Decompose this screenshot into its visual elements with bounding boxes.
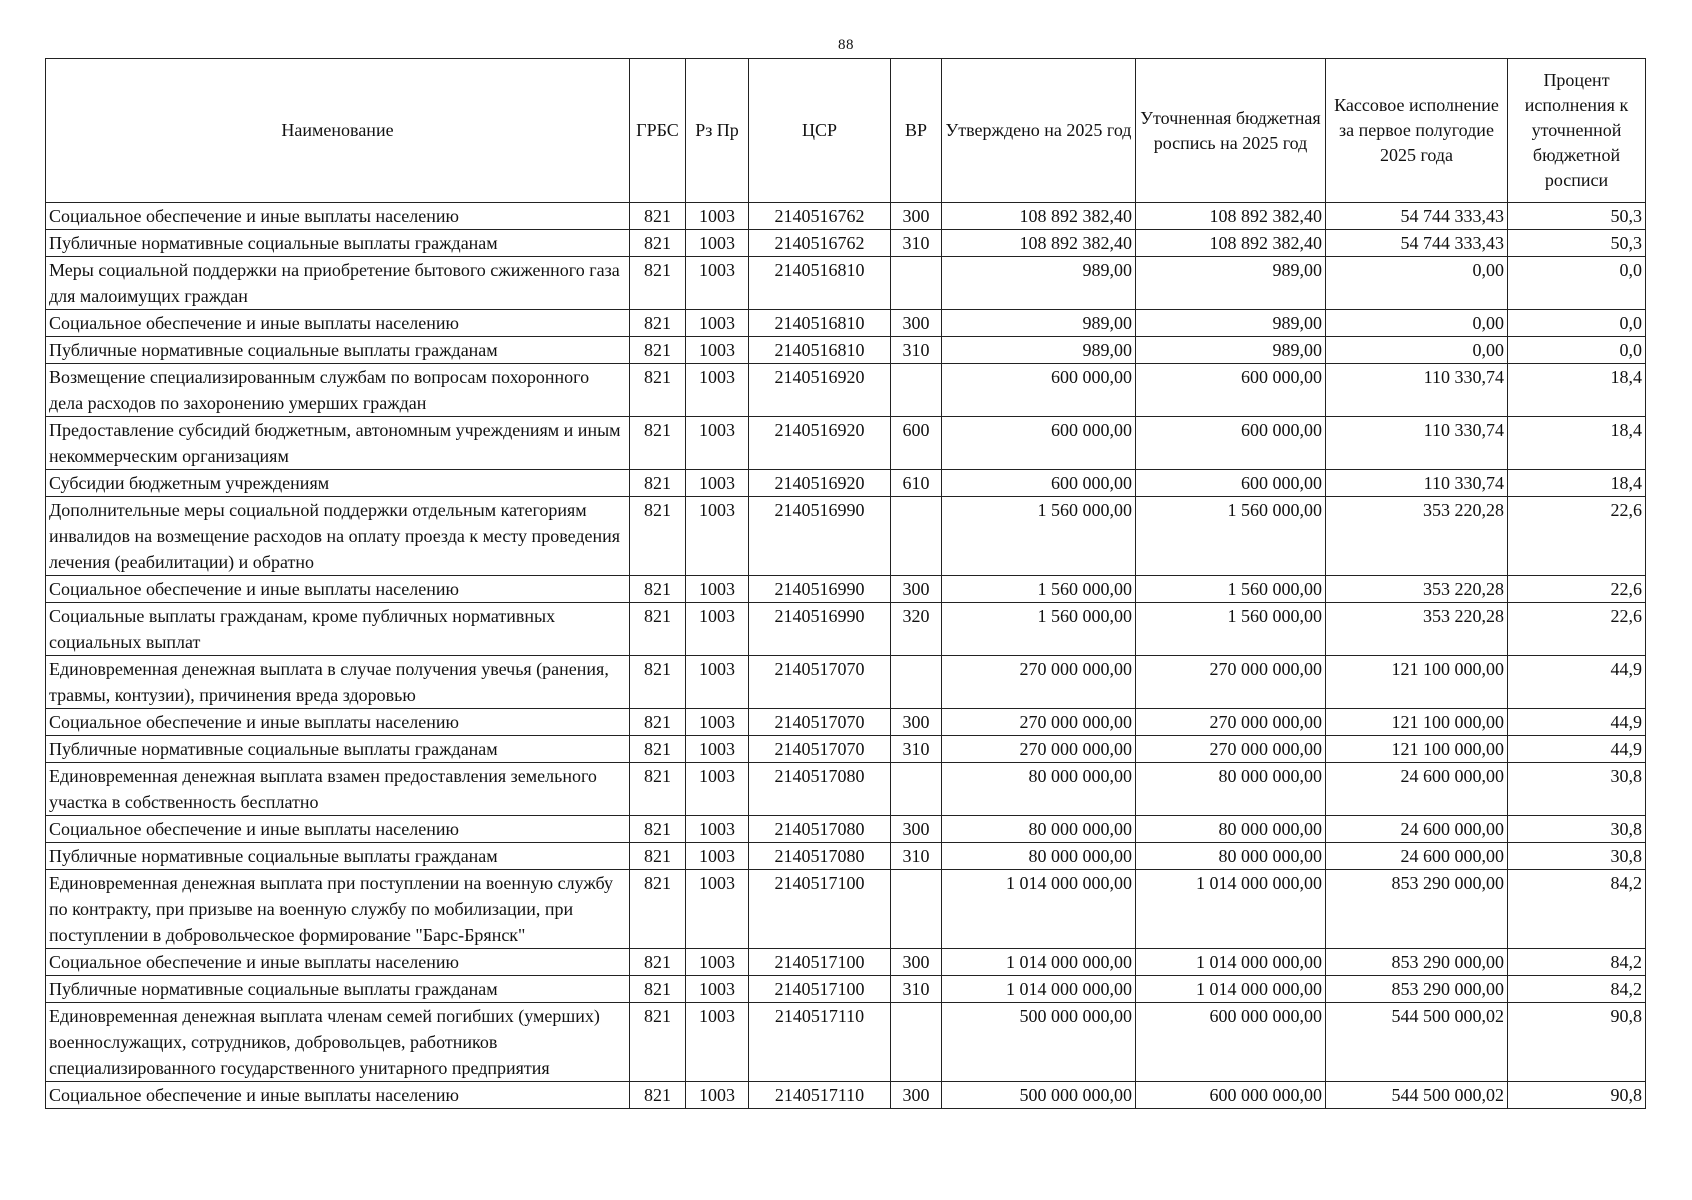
cell-grbs: 821 [630, 816, 686, 843]
cell-refined: 270 000 000,00 [1136, 656, 1326, 709]
cell-name: Социальное обеспечение и иные выплаты населению [46, 816, 630, 843]
cell-name: Меры социальной поддержки на приобретение бытового сжиженного газа для малоимущих граждан [46, 257, 630, 310]
cell-approved: 108 892 382,40 [942, 230, 1136, 257]
cell-approved: 1 560 000,00 [942, 497, 1136, 576]
table-row [46, 870, 1646, 949]
cell-csr: 2140517080 [749, 763, 891, 816]
cell-percent: 22,6 [1508, 497, 1646, 576]
cell-csr: 2140516810 [749, 310, 891, 337]
cell-grbs: 821 [630, 230, 686, 257]
cell-percent: 0,0 [1508, 310, 1646, 337]
cell-rzpr: 1003 [686, 976, 749, 1003]
cell-percent: 18,4 [1508, 364, 1646, 417]
cell-executed: 121 100 000,00 [1326, 736, 1508, 763]
cell-executed: 353 220,28 [1326, 603, 1508, 656]
cell-refined: 1 014 000 000,00 [1136, 976, 1326, 1003]
cell-csr: 2140517110 [749, 1003, 891, 1082]
cell-executed: 110 330,74 [1326, 364, 1508, 417]
cell-refined: 80 000 000,00 [1136, 816, 1326, 843]
cell-vr [891, 763, 942, 816]
cell-vr [891, 656, 942, 709]
cell-executed: 110 330,74 [1326, 470, 1508, 497]
cell-grbs: 821 [630, 656, 686, 709]
cell-refined: 270 000 000,00 [1136, 709, 1326, 736]
cell-executed: 110 330,74 [1326, 417, 1508, 470]
table-row [46, 656, 1646, 709]
cell-percent: 44,9 [1508, 656, 1646, 709]
cell-grbs: 821 [630, 763, 686, 816]
page-number: 88 [838, 37, 854, 53]
cell-vr: 300 [891, 203, 942, 230]
table-row [46, 949, 1646, 976]
cell-refined: 989,00 [1136, 310, 1326, 337]
cell-name: Социальное обеспечение и иные выплаты населению [46, 310, 630, 337]
cell-executed: 853 290 000,00 [1326, 870, 1508, 949]
cell-grbs: 821 [630, 1003, 686, 1082]
cell-rzpr: 1003 [686, 949, 749, 976]
cell-percent: 22,6 [1508, 603, 1646, 656]
cell-approved: 989,00 [942, 257, 1136, 310]
cell-approved: 1 014 000 000,00 [942, 949, 1136, 976]
cell-refined: 1 560 000,00 [1136, 497, 1326, 576]
cell-rzpr: 1003 [686, 1003, 749, 1082]
cell-name: Социальное обеспечение и иные выплаты населению [46, 203, 630, 230]
cell-vr [891, 1003, 942, 1082]
cell-refined: 108 892 382,40 [1136, 203, 1326, 230]
table-row [46, 310, 1646, 337]
cell-percent: 0,0 [1508, 257, 1646, 310]
cell-approved: 600 000,00 [942, 417, 1136, 470]
cell-approved: 500 000 000,00 [942, 1082, 1136, 1109]
cell-approved: 989,00 [942, 337, 1136, 364]
cell-csr: 2140516762 [749, 203, 891, 230]
cell-percent: 18,4 [1508, 417, 1646, 470]
cell-percent: 50,3 [1508, 203, 1646, 230]
cell-refined: 1 014 000 000,00 [1136, 870, 1326, 949]
cell-csr: 2140517070 [749, 656, 891, 709]
table-row [46, 417, 1646, 470]
cell-name: Единовременная денежная выплата взамен предоставления земельного участка в собственность бесплатно [46, 763, 630, 816]
table-row [46, 337, 1646, 364]
header-percent: Процент исполнения к уточненной бюджетной росписи [1508, 59, 1646, 203]
cell-executed: 853 290 000,00 [1326, 949, 1508, 976]
cell-grbs: 821 [630, 470, 686, 497]
cell-name: Предоставление субсидий бюджетным, автономным учреждениям и иным некоммерческим организациям [46, 417, 630, 470]
cell-approved: 1 014 000 000,00 [942, 870, 1136, 949]
cell-vr [891, 497, 942, 576]
table-row [46, 603, 1646, 656]
cell-rzpr: 1003 [686, 1082, 749, 1109]
cell-grbs: 821 [630, 976, 686, 1003]
cell-csr: 2140516990 [749, 497, 891, 576]
cell-vr: 300 [891, 949, 942, 976]
cell-executed: 24 600 000,00 [1326, 843, 1508, 870]
cell-rzpr: 1003 [686, 310, 749, 337]
cell-name: Публичные нормативные социальные выплаты гражданам [46, 337, 630, 364]
cell-csr: 2140516920 [749, 417, 891, 470]
cell-executed: 0,00 [1326, 337, 1508, 364]
cell-executed: 24 600 000,00 [1326, 816, 1508, 843]
cell-rzpr: 1003 [686, 736, 749, 763]
cell-approved: 500 000 000,00 [942, 1003, 1136, 1082]
cell-name: Публичные нормативные социальные выплаты гражданам [46, 230, 630, 257]
cell-vr [891, 870, 942, 949]
cell-grbs: 821 [630, 417, 686, 470]
cell-grbs: 821 [630, 576, 686, 603]
cell-vr: 310 [891, 337, 942, 364]
cell-csr: 2140516990 [749, 576, 891, 603]
cell-csr: 2140517070 [749, 736, 891, 763]
cell-rzpr: 1003 [686, 257, 749, 310]
table-row [46, 976, 1646, 1003]
cell-name: Социальное обеспечение и иные выплаты населению [46, 1082, 630, 1109]
cell-percent: 84,2 [1508, 976, 1646, 1003]
cell-name: Публичные нормативные социальные выплаты гражданам [46, 976, 630, 1003]
cell-vr: 600 [891, 417, 942, 470]
cell-rzpr: 1003 [686, 709, 749, 736]
cell-grbs: 821 [630, 364, 686, 417]
cell-executed: 853 290 000,00 [1326, 976, 1508, 1003]
cell-approved: 80 000 000,00 [942, 816, 1136, 843]
cell-rzpr: 1003 [686, 470, 749, 497]
budget-table [45, 58, 1646, 1109]
cell-refined: 600 000 000,00 [1136, 1003, 1326, 1082]
cell-approved: 108 892 382,40 [942, 203, 1136, 230]
cell-rzpr: 1003 [686, 230, 749, 257]
cell-percent: 90,8 [1508, 1082, 1646, 1109]
table-row [46, 843, 1646, 870]
cell-approved: 80 000 000,00 [942, 843, 1136, 870]
table-row [46, 230, 1646, 257]
cell-percent: 44,9 [1508, 709, 1646, 736]
cell-csr: 2140517080 [749, 816, 891, 843]
cell-name: Единовременная денежная выплата при поступлении на военную службу по контракту, при призыве на военную службу по мобилизации, при поступлении в добровольческое формирование "Барс-Брянск" [46, 870, 630, 949]
cell-approved: 80 000 000,00 [942, 763, 1136, 816]
table-row [46, 497, 1646, 576]
cell-percent: 50,3 [1508, 230, 1646, 257]
cell-executed: 24 600 000,00 [1326, 763, 1508, 816]
cell-csr: 2140517100 [749, 976, 891, 1003]
cell-vr: 300 [891, 1082, 942, 1109]
cell-executed: 54 744 333,43 [1326, 203, 1508, 230]
cell-refined: 108 892 382,40 [1136, 230, 1326, 257]
cell-name: Социальное обеспечение и иные выплаты населению [46, 949, 630, 976]
cell-percent: 30,8 [1508, 816, 1646, 843]
cell-percent: 44,9 [1508, 736, 1646, 763]
cell-executed: 121 100 000,00 [1326, 709, 1508, 736]
cell-csr: 2140516990 [749, 603, 891, 656]
cell-approved: 270 000 000,00 [942, 656, 1136, 709]
cell-percent: 30,8 [1508, 763, 1646, 816]
table-row [46, 1003, 1646, 1082]
cell-rzpr: 1003 [686, 816, 749, 843]
table-row [46, 736, 1646, 763]
cell-grbs: 821 [630, 337, 686, 364]
header-vr: ВР [891, 59, 942, 203]
header-refined: Уточненная бюджетная роспись на 2025 год [1136, 59, 1326, 203]
cell-executed: 54 744 333,43 [1326, 230, 1508, 257]
cell-grbs: 821 [630, 949, 686, 976]
cell-approved: 270 000 000,00 [942, 709, 1136, 736]
cell-grbs: 821 [630, 736, 686, 763]
cell-rzpr: 1003 [686, 603, 749, 656]
cell-percent: 18,4 [1508, 470, 1646, 497]
table-row [46, 763, 1646, 816]
cell-vr: 300 [891, 576, 942, 603]
cell-executed: 0,00 [1326, 310, 1508, 337]
table-row [46, 709, 1646, 736]
cell-name: Публичные нормативные социальные выплаты гражданам [46, 736, 630, 763]
header-executed: Кассовое исполнение за первое полугодие 2025 года [1326, 59, 1508, 203]
cell-vr: 610 [891, 470, 942, 497]
cell-name: Социальное обеспечение и иные выплаты населению [46, 576, 630, 603]
header-approved: Утверждено на 2025 год [942, 59, 1136, 203]
cell-csr: 2140516810 [749, 337, 891, 364]
cell-vr: 310 [891, 976, 942, 1003]
cell-grbs: 821 [630, 709, 686, 736]
cell-approved: 270 000 000,00 [942, 736, 1136, 763]
table-row [46, 576, 1646, 603]
cell-rzpr: 1003 [686, 203, 749, 230]
cell-executed: 121 100 000,00 [1326, 656, 1508, 709]
cell-name: Единовременная денежная выплата членам семей погибших (умерших) военнослужащих, сотрудников, добровольцев, работников специализированного государственного унитарного предприятия [46, 1003, 630, 1082]
cell-refined: 1 560 000,00 [1136, 576, 1326, 603]
cell-rzpr: 1003 [686, 337, 749, 364]
cell-refined: 989,00 [1136, 257, 1326, 310]
cell-refined: 600 000,00 [1136, 470, 1326, 497]
cell-vr: 310 [891, 736, 942, 763]
cell-csr: 2140516762 [749, 230, 891, 257]
cell-grbs: 821 [630, 203, 686, 230]
header-csr: ЦСР [749, 59, 891, 203]
cell-percent: 30,8 [1508, 843, 1646, 870]
cell-rzpr: 1003 [686, 417, 749, 470]
cell-csr: 2140517070 [749, 709, 891, 736]
table-body [46, 203, 1646, 1109]
cell-refined: 600 000,00 [1136, 364, 1326, 417]
cell-vr: 300 [891, 709, 942, 736]
cell-grbs: 821 [630, 257, 686, 310]
cell-rzpr: 1003 [686, 870, 749, 949]
cell-approved: 600 000,00 [942, 364, 1136, 417]
cell-percent: 22,6 [1508, 576, 1646, 603]
table-row [46, 816, 1646, 843]
cell-grbs: 821 [630, 843, 686, 870]
cell-csr: 2140516920 [749, 470, 891, 497]
cell-vr: 300 [891, 816, 942, 843]
cell-name: Социальные выплаты гражданам, кроме публичных нормативных социальных выплат [46, 603, 630, 656]
cell-vr: 320 [891, 603, 942, 656]
cell-refined: 600 000 000,00 [1136, 1082, 1326, 1109]
cell-executed: 353 220,28 [1326, 497, 1508, 576]
cell-rzpr: 1003 [686, 497, 749, 576]
cell-percent: 84,2 [1508, 949, 1646, 976]
cell-rzpr: 1003 [686, 656, 749, 709]
cell-vr: 310 [891, 230, 942, 257]
cell-refined: 989,00 [1136, 337, 1326, 364]
cell-name: Возмещение специализированным службам по вопросам похоронного дела расходов по захоронению умерших граждан [46, 364, 630, 417]
table-header [46, 59, 1646, 203]
cell-name: Социальное обеспечение и иные выплаты населению [46, 709, 630, 736]
cell-approved: 1 560 000,00 [942, 603, 1136, 656]
cell-name: Дополнительные меры социальной поддержки отдельным категориям инвалидов на возмещение расходов на оплату проезда к месту проведения лечения (реабилитации) и обратно [46, 497, 630, 576]
header-grbs: ГРБС [630, 59, 686, 203]
cell-name: Субсидии бюджетным учреждениям [46, 470, 630, 497]
cell-executed: 544 500 000,02 [1326, 1003, 1508, 1082]
cell-refined: 1 014 000 000,00 [1136, 949, 1326, 976]
cell-percent: 0,0 [1508, 337, 1646, 364]
cell-executed: 353 220,28 [1326, 576, 1508, 603]
table-row [46, 203, 1646, 230]
cell-csr: 2140517100 [749, 870, 891, 949]
cell-refined: 80 000 000,00 [1136, 763, 1326, 816]
cell-approved: 989,00 [942, 310, 1136, 337]
cell-approved: 600 000,00 [942, 470, 1136, 497]
table-row [46, 470, 1646, 497]
cell-refined: 80 000 000,00 [1136, 843, 1326, 870]
cell-vr [891, 364, 942, 417]
cell-csr: 2140517080 [749, 843, 891, 870]
cell-percent: 84,2 [1508, 870, 1646, 949]
cell-refined: 600 000,00 [1136, 417, 1326, 470]
table-row [46, 364, 1646, 417]
cell-refined: 1 560 000,00 [1136, 603, 1326, 656]
cell-approved: 1 014 000 000,00 [942, 976, 1136, 1003]
cell-csr: 2140517110 [749, 1082, 891, 1109]
header-rzpr: Рз Пр [686, 59, 749, 203]
cell-approved: 1 560 000,00 [942, 576, 1136, 603]
cell-grbs: 821 [630, 497, 686, 576]
cell-refined: 270 000 000,00 [1136, 736, 1326, 763]
table-row [46, 1082, 1646, 1109]
cell-executed: 544 500 000,02 [1326, 1082, 1508, 1109]
cell-name: Единовременная денежная выплата в случае получения увечья (ранения, травмы, контузии), причинения вреда здоровью [46, 656, 630, 709]
cell-rzpr: 1003 [686, 576, 749, 603]
cell-vr: 300 [891, 310, 942, 337]
cell-rzpr: 1003 [686, 364, 749, 417]
cell-executed: 0,00 [1326, 257, 1508, 310]
cell-csr: 2140516920 [749, 364, 891, 417]
cell-percent: 90,8 [1508, 1003, 1646, 1082]
cell-rzpr: 1003 [686, 763, 749, 816]
cell-name: Публичные нормативные социальные выплаты гражданам [46, 843, 630, 870]
cell-grbs: 821 [630, 870, 686, 949]
cell-grbs: 821 [630, 603, 686, 656]
cell-vr [891, 257, 942, 310]
cell-grbs: 821 [630, 1082, 686, 1109]
cell-vr: 310 [891, 843, 942, 870]
cell-csr: 2140516810 [749, 257, 891, 310]
table-row [46, 257, 1646, 310]
header-name: Наименование [46, 59, 630, 203]
cell-grbs: 821 [630, 310, 686, 337]
cell-csr: 2140517100 [749, 949, 891, 976]
cell-rzpr: 1003 [686, 843, 749, 870]
